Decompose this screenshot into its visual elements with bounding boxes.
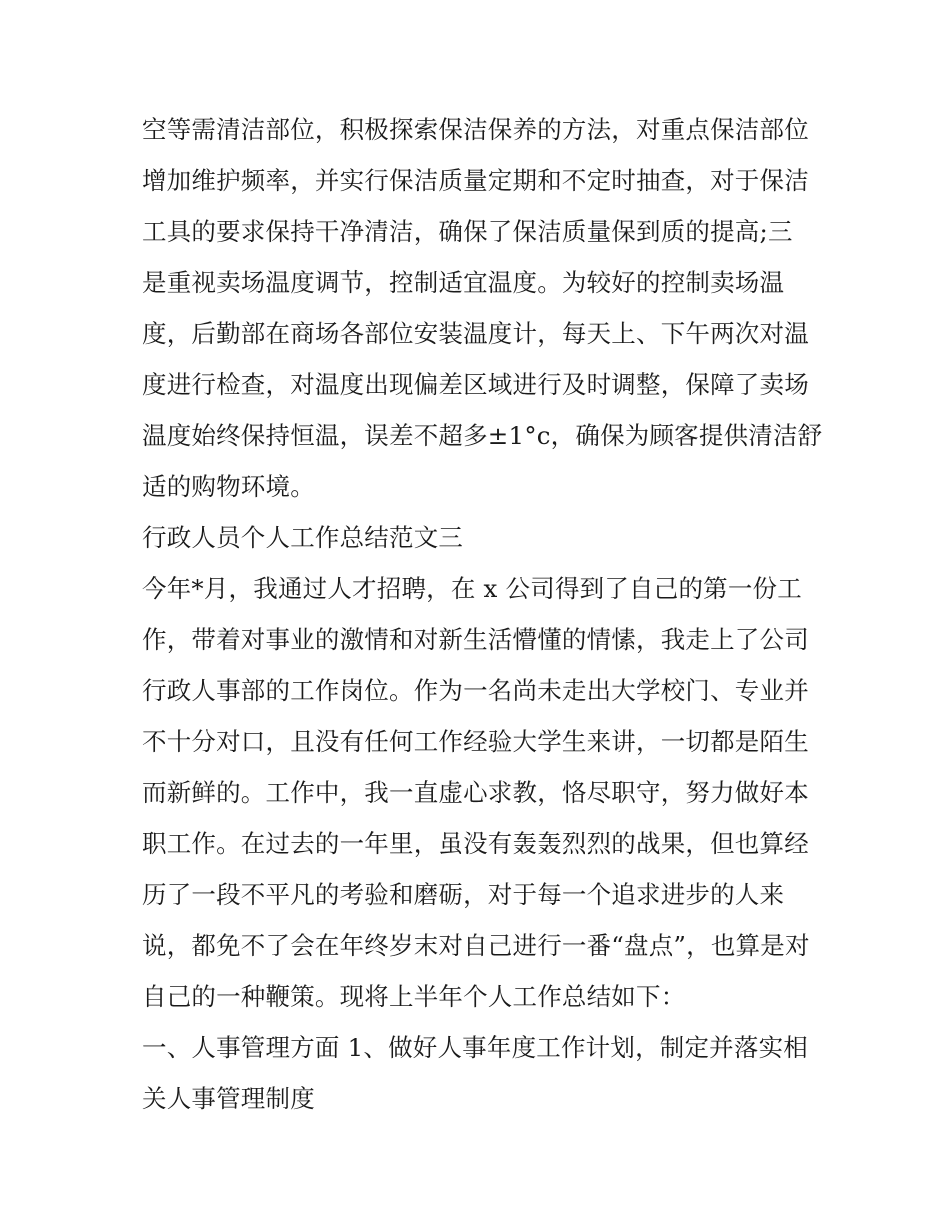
text-line: 不十分对口，且没有任何工作经验大学生来讲，一切都是陌生 (142, 727, 809, 756)
text-line: 适的购物环境。 (142, 472, 315, 501)
text-line: 职工作。在过去的一年里，虽没有轰轰烈烈的战果，但也算经 (142, 829, 809, 858)
text-line: 工具的要求保持干净清洁，确保了保洁质量保到质的提高;三 (142, 217, 793, 246)
text-line: 增加维护频率，并实行保洁质量定期和不定时抽查，对于保洁 (142, 166, 809, 195)
text-line: 今年*月，我通过人才招聘，在 x 公司得到了自己的第一份工 (142, 574, 802, 603)
text-line: 度，后勤部在商场各部位安装温度计，每天上、下午两次对温 (142, 319, 809, 348)
text-line: 关人事管理制度 (142, 1084, 315, 1113)
text-line: 度进行检查，对温度出现偏差区域进行及时调整，保障了卖场 (142, 370, 809, 399)
text-line: 历了一段不平凡的考验和磨砺，对于每一个追求进步的人来 (142, 880, 785, 909)
text-line: 一、人事管理方面 1、做好人事年度工作计划，制定并落实相 (142, 1033, 808, 1062)
text-line: 作，带着对事业的激情和对新生活懵懂的情愫，我走上了公司 (142, 625, 809, 654)
text-line: 空等需清洁部位，积极探索保洁保养的方法，对重点保洁部位 (142, 115, 809, 144)
section-heading: 行政人员个人工作总结范文三 (142, 523, 464, 552)
text-line: 温度始终保持恒温，误差不超多±1°c，确保为顾客提供清洁舒 (142, 421, 823, 450)
text-line: 说，都免不了会在年终岁末对自己进行一番“盘点”，也算是对 (142, 931, 810, 960)
document-body (142, 104, 832, 1124)
text-line: 行政人事部的工作岗位。作为一名尚未走出大学校门、专业并 (142, 676, 809, 705)
text-line: 是重视卖场温度调节，控制适宜温度。为较好的控制卖场温 (142, 268, 785, 297)
text-line: 自己的一种鞭策。现将上半年个人工作总结如下： (142, 982, 686, 1011)
text-line: 而新鲜的。工作中，我一直虚心求教，恪尽职守，努力做好本 (142, 778, 809, 807)
